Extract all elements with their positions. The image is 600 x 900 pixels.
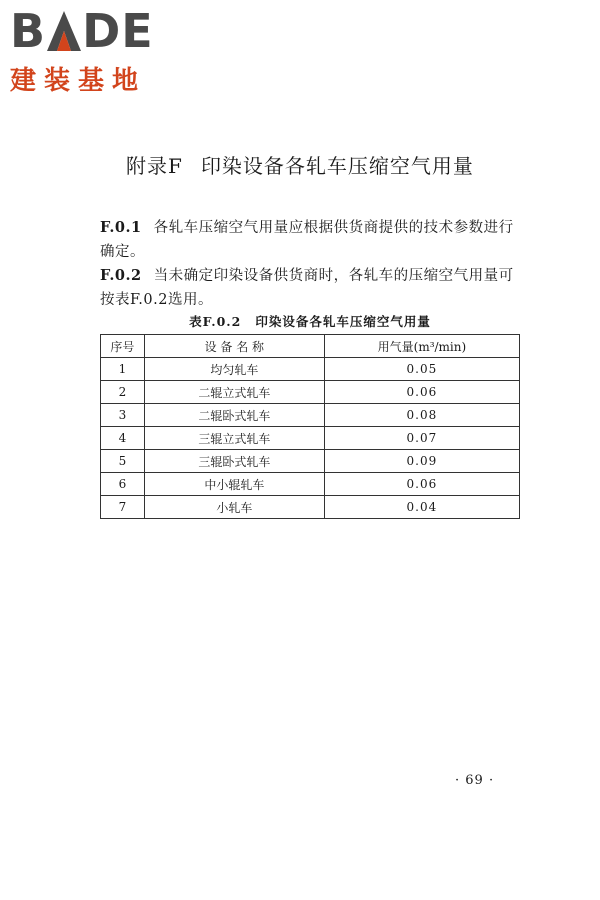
title-text: 印染设备各轧车压缩空气用量: [200, 154, 474, 178]
cell-usage: 0.05: [324, 358, 519, 381]
table-caption: [100, 312, 520, 330]
cell-no: 6: [101, 473, 145, 496]
cell-name: 二辊立式轧车: [144, 381, 324, 404]
clause-text: 当未确定印染设备供货商时，各轧车的压缩空气用量可按表F.0.2选用。: [100, 268, 514, 308]
header-name: 设 备 名 称: [144, 335, 324, 358]
cell-usage: 0.06: [324, 381, 519, 404]
title-prefix: 附录F: [126, 154, 183, 178]
cell-name: 小轧车: [144, 496, 324, 519]
header-no: 序号: [101, 335, 145, 358]
clause-number: F.0.1: [100, 219, 142, 236]
cell-no: 7: [101, 496, 145, 519]
cell-no: 1: [101, 358, 145, 381]
logo-chinese: 建装基地: [10, 66, 147, 96]
clause-text: 各轧车压缩空气用量应根据供货商提供的技术参数进行确定。: [100, 220, 514, 260]
cell-usage: 0.06: [324, 473, 519, 496]
table-caption-text: 印染设备各轧车压缩空气用量: [255, 314, 431, 329]
cell-name: 三辊卧式轧车: [144, 450, 324, 473]
page-number: · 69 ·: [455, 773, 495, 788]
cell-no: 3: [101, 404, 145, 427]
cell-name: 三辊立式轧车: [144, 427, 324, 450]
cell-usage: 0.09: [324, 450, 519, 473]
clause-f-0-2: [100, 264, 520, 312]
cell-no: 4: [101, 427, 145, 450]
logo-a-mark-icon: [47, 11, 81, 51]
cell-no: 5: [101, 450, 145, 473]
table-row: [101, 496, 520, 519]
logo-letter-b: B: [10, 4, 47, 58]
site-logo: [10, 4, 175, 97]
cell-usage: 0.04: [324, 496, 519, 519]
table-row: [101, 473, 520, 496]
table-row: [101, 381, 520, 404]
clause-f-0-1: [100, 216, 520, 264]
clause-number: F.0.2: [100, 267, 142, 284]
cell-name: 二辊卧式轧车: [144, 404, 324, 427]
cell-no: 2: [101, 381, 145, 404]
table-row: [101, 450, 520, 473]
table-row: [101, 404, 520, 427]
cell-usage: 0.07: [324, 427, 519, 450]
logo-wordmark: [10, 4, 175, 58]
cell-usage: 0.08: [324, 404, 519, 427]
usage-table: [100, 334, 520, 519]
cell-name: 中小辊轧车: [144, 473, 324, 496]
cell-name: 均匀轧车: [144, 358, 324, 381]
table-caption-label: 表F.0.2: [189, 314, 242, 329]
header-usage: 用气量(m³/min): [324, 335, 519, 358]
table-row: [101, 358, 520, 381]
page-title: [0, 150, 600, 179]
logo-letters-de: DE: [82, 4, 154, 58]
table-row: [101, 427, 520, 450]
table-header-row: [101, 335, 520, 358]
